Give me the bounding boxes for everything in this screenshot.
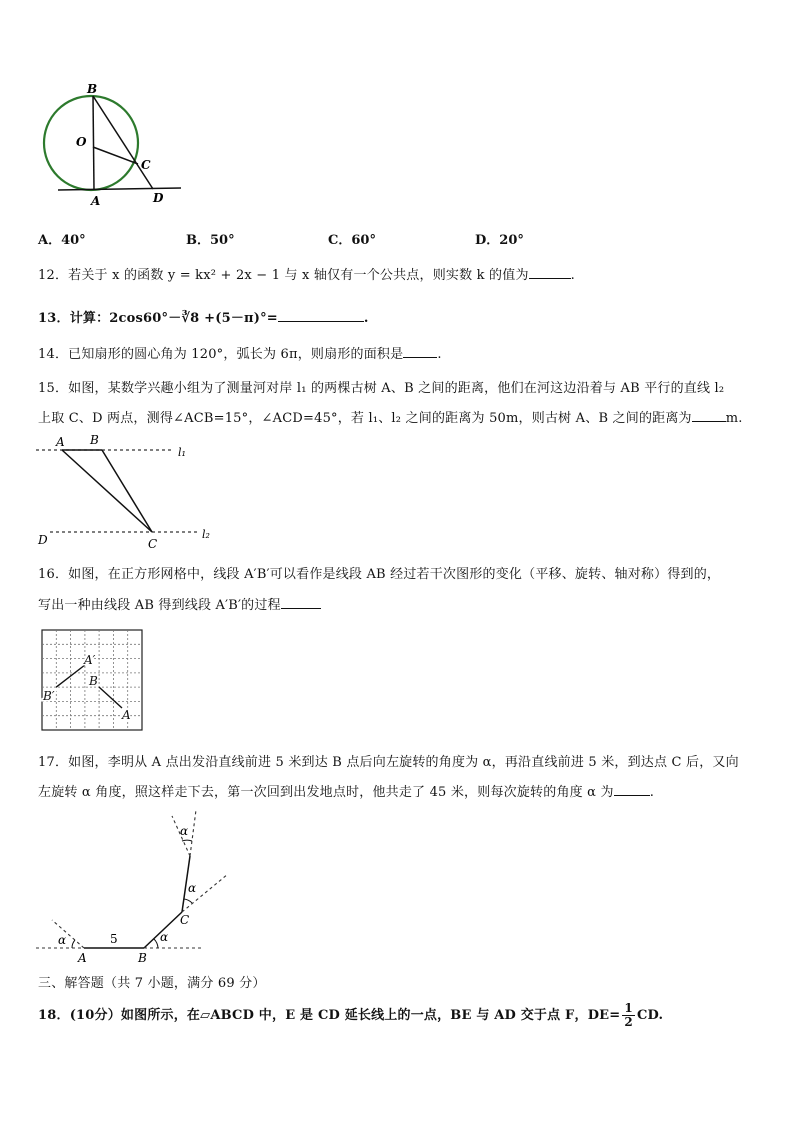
label-d: D	[38, 533, 48, 547]
angle-arc-a	[72, 940, 75, 948]
label-c: C	[148, 537, 158, 551]
dash-up-a	[52, 920, 84, 948]
q17-blank[interactable]	[614, 783, 650, 796]
segment-ac	[62, 450, 152, 532]
question-18	[38, 1002, 663, 1029]
label-c: C	[141, 158, 151, 172]
label-five: 5	[110, 932, 118, 946]
label-b: B	[90, 433, 99, 447]
angle-arc-b	[154, 939, 158, 948]
question-13	[38, 307, 369, 326]
label-a: A	[91, 194, 101, 208]
q15-river-figure	[32, 432, 222, 552]
q14-text: 14．已知扇形的圆心角为 120°，弧长为 6π，则扇形的面积是	[38, 347, 404, 362]
angle-arc-c	[184, 899, 192, 903]
question-15-line2	[38, 407, 743, 426]
section-3-title-text: 三、解答题（共 7 小题，满分 69 分）	[38, 976, 266, 991]
q17-line2: 左旋转 α 角度，照这样走下去，第一次回到出发地点时，他共走了 45 米，则每次旋转的角度 α 为	[38, 785, 614, 800]
q18-fraction-denominator: 2	[624, 1015, 633, 1029]
label-alpha-b: α	[160, 930, 169, 944]
angle-arc-top	[182, 840, 192, 841]
q11-options	[38, 229, 598, 247]
q13-blank[interactable]	[278, 309, 364, 322]
question-16-line1	[38, 563, 720, 582]
q15-end: m.	[725, 411, 743, 426]
label-alpha-top: α	[180, 824, 189, 838]
q11-circle-figure	[38, 80, 188, 210]
q16-line2: 写出一种由线段 AB 得到线段 A′B′的过程	[38, 598, 281, 613]
q16-grid-figure	[40, 628, 146, 734]
dash-ext-top	[190, 810, 196, 856]
q16-line1: 16．如图，在正方形网格中，线段 A′B′可以看作是线段 AB 经过若干次图形的变化（平移、旋转、轴对称）得到的，	[38, 567, 721, 582]
label-b: B	[87, 82, 98, 96]
question-12	[38, 264, 575, 283]
question-16-line2	[38, 594, 321, 613]
label-b: B	[89, 674, 98, 688]
label-o: O	[76, 135, 87, 149]
q17-end: .	[649, 785, 655, 800]
q12-blank[interactable]	[529, 266, 571, 279]
segment-ab	[99, 687, 122, 708]
label-a: A	[56, 435, 65, 449]
section-3-title	[38, 972, 266, 991]
label-l2: l₂	[202, 528, 210, 541]
q18-fraction-numerator: 1	[624, 1001, 633, 1015]
label-d: D	[153, 191, 164, 205]
question-17-line1	[38, 751, 739, 770]
q13-end: .	[363, 311, 369, 326]
label-alpha-c: α	[188, 881, 197, 895]
q18-suffix: CD.	[636, 1008, 664, 1023]
q15-blank[interactable]	[692, 409, 726, 422]
label-alpha-a: α	[58, 933, 67, 947]
question-15-line1	[38, 377, 724, 396]
option-d[interactable]: D．20°	[475, 233, 524, 248]
q14-end: .	[437, 347, 442, 362]
label-c: C	[180, 913, 190, 927]
segment-bc	[102, 450, 152, 532]
q13-text: 13．计算：2cos60°－∛8 +(5－π)°=	[38, 311, 278, 326]
label-b: B	[138, 951, 147, 965]
label-a-prime: A′	[84, 653, 96, 667]
q14-blank[interactable]	[403, 345, 437, 358]
label-l1: l₁	[178, 446, 186, 459]
q18-prefix: 18．(10分）如图所示，在▱ABCD 中，E 是 CD 延长线上的一点，BE 与 AD 交于点 F，DE=	[38, 1008, 621, 1023]
option-b[interactable]: B．50°	[186, 233, 235, 248]
label-a: A	[122, 708, 131, 722]
q15-line2: 上取 C、D 两点，测得∠ACB=15°，∠ACD=45°，若 l₁、l₂ 之间的距离为 50m，则古树 A、B 之间的距离为	[38, 411, 692, 426]
question-14	[38, 343, 442, 362]
label-b-prime: B′	[43, 689, 55, 703]
q16-blank[interactable]	[281, 596, 321, 609]
q17-line1: 17．如图，李明从 A 点出发沿直线前进 5 米到达 B 点后向左旋转的角度为 α，再沿直线前进 5 米，到达点 C 后，又向	[38, 755, 739, 770]
q12-text: 12．若关于 x 的函数 y = kx² + 2x − 1 与 x 轴仅有一个公共点，则实数 k 的值为	[38, 268, 529, 283]
q17-path-figure	[32, 804, 237, 969]
question-17-line2	[38, 781, 654, 800]
q15-line1: 15．如图，某数学兴趣小组为了测量河对岸 l₁ 的两棵古树 A、B 之间的距离，他们在河这边沿着与 AB 平行的直线 l₂	[38, 381, 725, 396]
option-c[interactable]: C．60°	[328, 233, 376, 248]
q12-end: .	[570, 268, 575, 283]
option-a[interactable]: A．40°	[38, 233, 86, 248]
label-a: A	[78, 951, 87, 965]
segment-ba	[93, 96, 94, 190]
q18-fraction	[622, 1002, 635, 1029]
